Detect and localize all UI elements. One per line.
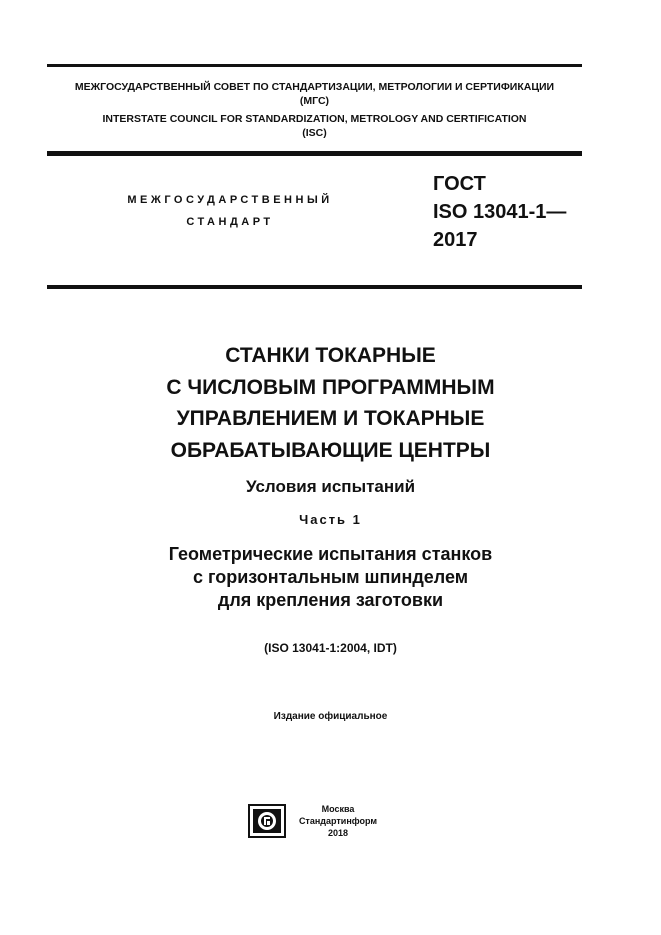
document-subtitle: Условия испытаний	[245, 477, 416, 496]
council-en-name: INTERSTATE COUNCIL FOR STANDARDIZATION, METROLOGY AND CERTIFICATION	[102, 113, 527, 125]
publisher-year: 2018	[327, 828, 349, 838]
publisher-city: Москва	[321, 804, 355, 814]
top-divider	[47, 64, 582, 67]
title-line: УПРАВЛЕНИЕМ И ТОКАРНЫЕ	[176, 407, 485, 430]
edition-label: Издание официальное	[273, 711, 388, 722]
header-divider	[47, 151, 582, 156]
part-number: Часть 1	[299, 512, 362, 527]
council-ru	[47, 80, 582, 108]
standard-type	[100, 189, 360, 233]
standard-type-line1: МЕЖГОСУДАРСТВЕННЫЙ	[127, 194, 333, 206]
title-line: СТАНКИ ТОКАРНЫЕ	[225, 344, 436, 367]
title-line: С ЧИСЛОВЫМ ПРОГРАММНЫМ	[166, 375, 495, 399]
gost-line3: 2017	[433, 229, 478, 251]
gost-line2: ISO 13041-1—	[433, 201, 567, 223]
part-title-line: для крепления заготовки	[217, 590, 444, 610]
standartinform-logo-icon	[248, 804, 286, 838]
iso-reference: (ISO 13041-1:2004, IDT)	[264, 641, 397, 655]
gost-line1: ГОСТ	[433, 173, 486, 195]
council-en-abbr: (ISC)	[302, 127, 327, 139]
document-title	[60, 340, 601, 466]
publisher-block	[290, 803, 386, 839]
council-ru-abbr: (МГС)	[299, 95, 330, 107]
gost-designation	[433, 170, 613, 254]
standard-type-line2: СТАНДАРТ	[186, 216, 274, 228]
council-en	[47, 112, 582, 140]
designation-divider	[47, 285, 582, 289]
part-title-line: с горизонтальным шпинделем	[192, 567, 469, 587]
title-line: ОБРАБАТЫВАЮЩИЕ ЦЕНТРЫ	[170, 438, 491, 462]
council-ru-name: МЕЖГОСУДАРСТВЕННЫЙ СОВЕТ ПО СТАНДАРТИЗАЦИИ, МЕТРОЛОГИИ И СЕРТИФИКАЦИИ	[74, 81, 555, 93]
part-title	[60, 543, 601, 612]
part-title-line: Геометрические испытания станков	[168, 544, 493, 564]
publisher-name: Стандартинформ	[298, 816, 378, 826]
